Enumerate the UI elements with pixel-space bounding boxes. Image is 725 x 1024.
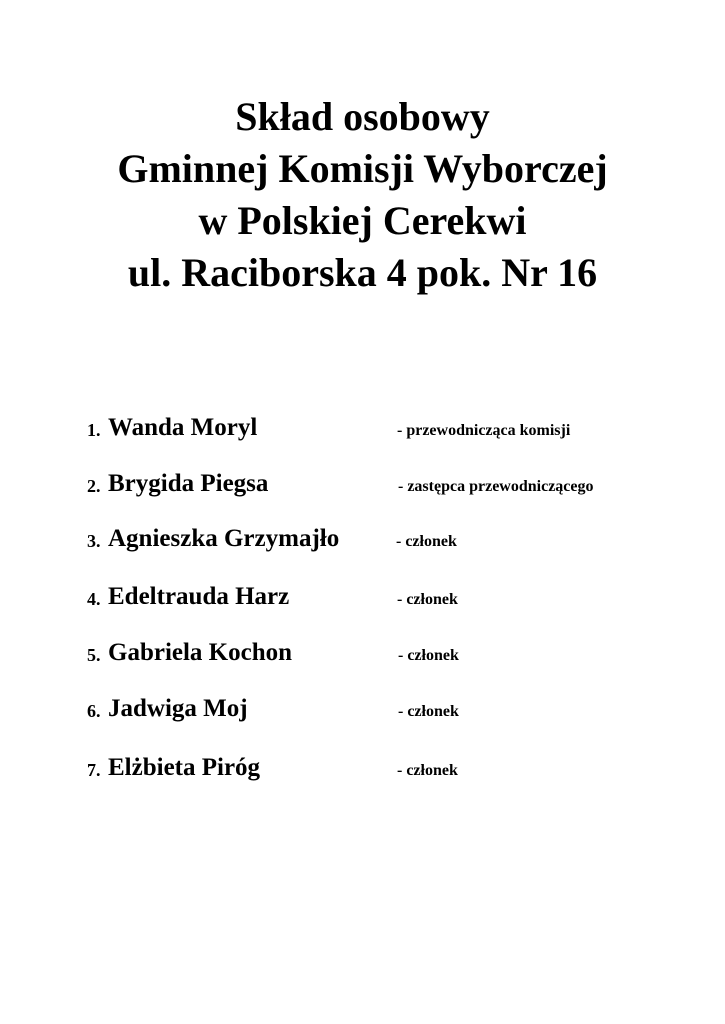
member-item bbox=[0, 468, 725, 502]
member-name: Agnieszka Grzymajło bbox=[108, 525, 340, 552]
member-number: 3. bbox=[87, 531, 101, 551]
member-number: 7. bbox=[87, 760, 101, 780]
member-role: - członek bbox=[397, 591, 458, 608]
member-number: 2. bbox=[87, 476, 101, 496]
member-role: - członek bbox=[396, 533, 457, 550]
title-line: ul. Raciborska 4 pok. Nr 16 bbox=[127, 250, 598, 295]
member-name: Jadwiga Moj bbox=[108, 695, 248, 722]
member-name: Gabriela Kochon bbox=[108, 639, 293, 666]
member-number: 5. bbox=[87, 645, 101, 665]
title-line: w Polskiej Cerekwi bbox=[198, 198, 527, 243]
member-name: Edeltrauda Harz bbox=[108, 583, 290, 610]
member-item bbox=[0, 637, 725, 671]
member-item bbox=[0, 523, 725, 557]
member-role: - członek bbox=[397, 762, 458, 779]
title-line: Skład osobowy bbox=[235, 94, 490, 139]
member-item bbox=[0, 412, 725, 446]
member-number: 1. bbox=[87, 420, 101, 440]
member-item bbox=[0, 693, 725, 727]
member-role: - przewodnicząca komisji bbox=[397, 422, 571, 439]
member-number: 4. bbox=[87, 589, 101, 609]
member-name: Brygida Piegsa bbox=[108, 470, 269, 497]
member-role: - zastępca przewodniczącego bbox=[398, 478, 594, 495]
member-name: Wanda Moryl bbox=[108, 414, 258, 441]
member-role: - członek bbox=[398, 703, 459, 720]
member-item bbox=[0, 752, 725, 786]
member-name: Elżbieta Piróg bbox=[108, 754, 261, 781]
member-role: - członek bbox=[398, 647, 459, 664]
member-number: 6. bbox=[87, 701, 101, 721]
title-line: Gminnej Komisji Wyborczej bbox=[117, 146, 608, 191]
page-title bbox=[0, 91, 725, 299]
member-item bbox=[0, 581, 725, 615]
